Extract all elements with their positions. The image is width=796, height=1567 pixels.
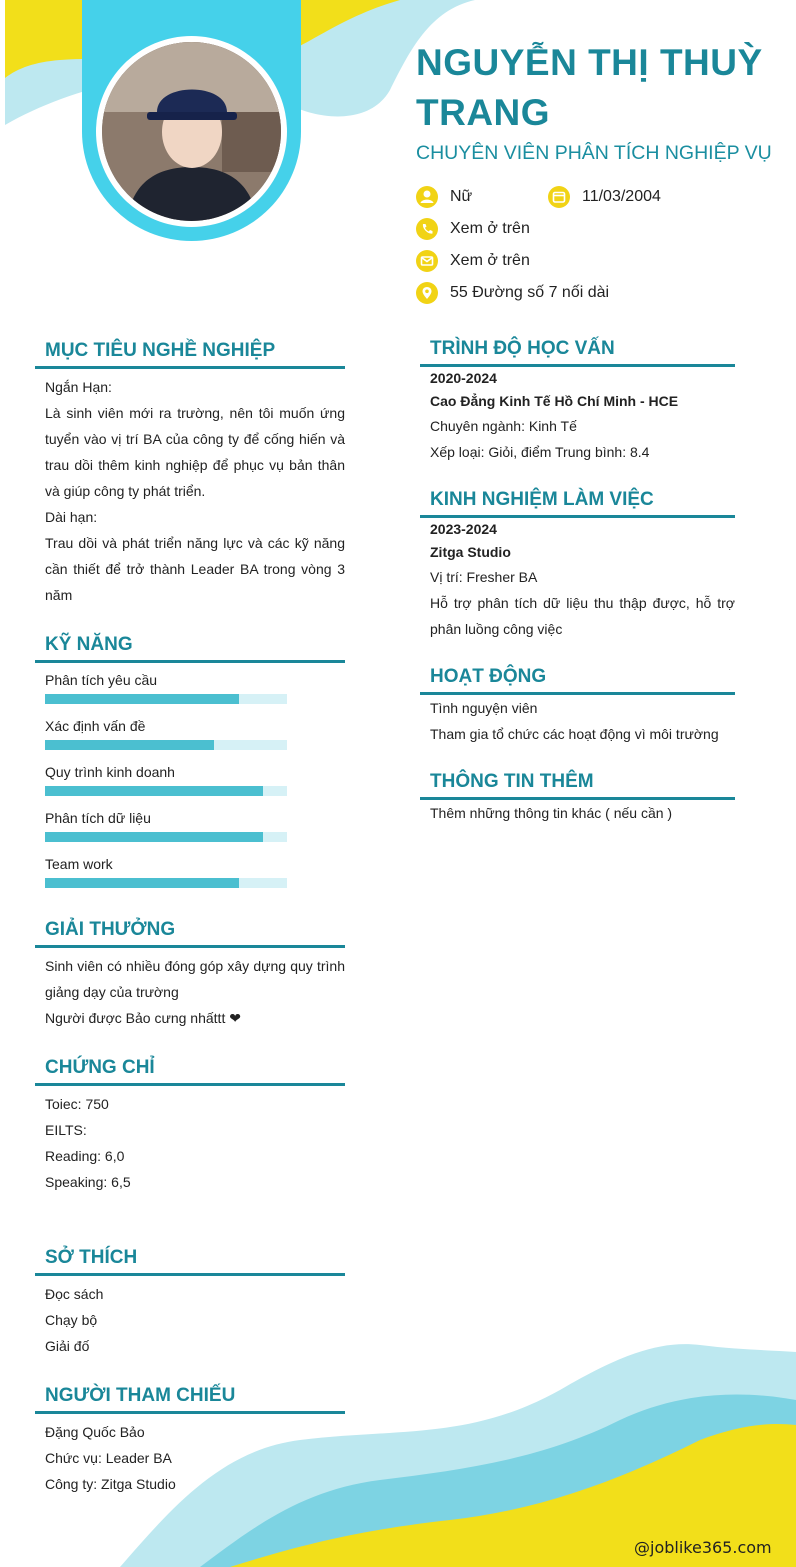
- reference-item: Công ty: Zitga Studio: [45, 1476, 176, 1492]
- skill-label: Phân tích yêu cầu: [45, 672, 158, 688]
- skills-divider: [35, 660, 345, 663]
- skill-bar-fill: [45, 878, 239, 888]
- skill-label: Quy trình kinh doanh: [45, 764, 175, 780]
- activity-item: Tham gia tổ chức các hoạt động vì môi trường: [430, 726, 719, 742]
- location-pin-icon: [416, 282, 438, 304]
- extra-info-text: Thêm những thông tin khác ( nếu cần ): [430, 805, 673, 821]
- user-icon: [416, 186, 438, 208]
- certificate-item: EILTS:: [45, 1122, 87, 1138]
- mail-icon: [416, 250, 438, 272]
- experience-company: Zitga Studio: [430, 544, 511, 560]
- hobby-item: Giải đố: [45, 1338, 90, 1354]
- skill-bar-track: [45, 740, 287, 750]
- job-title: CHUYÊN VIÊN PHÂN TÍCH NGHIỆP VỤ: [416, 142, 772, 164]
- address-value: 55 Đường số 7 nối dài: [450, 284, 610, 301]
- profile-photo: [102, 42, 281, 221]
- education-school: Cao Đẳng Kinh Tế Hồ Chí Minh - HCE: [430, 393, 679, 409]
- phone-row: [416, 218, 530, 240]
- skills-title: KỸ NĂNG: [45, 634, 133, 655]
- objective-short-text: Là sinh viên mới ra trường, nên tôi muốn ứng tuyển vào vị trí BA của công ty để cống hiến và trau dồi thêm kinh nghiệp để phục vụ bản thân và giúp công ty phát triển.: [45, 405, 345, 499]
- skill-bar-fill: [45, 832, 263, 842]
- phone-icon: [416, 218, 438, 240]
- phone-value: Xem ở trên: [450, 220, 530, 237]
- hobby-item: Đọc sách: [45, 1286, 104, 1302]
- certificates-divider: [35, 1083, 345, 1086]
- objective-long-label: Dài hạn:: [45, 509, 98, 525]
- activity-item: Tình nguyện viên: [430, 700, 538, 716]
- awards-title: GIẢI THƯỞNG: [45, 919, 176, 940]
- gender-value: Nữ: [450, 188, 473, 205]
- calendar-icon: [548, 186, 570, 208]
- skill-label: Team work: [45, 856, 113, 872]
- certificate-item: Reading: 6,0: [45, 1148, 125, 1164]
- education-period: 2020-2024: [430, 370, 497, 386]
- hobbies-title: SỞ THÍCH: [45, 1247, 138, 1268]
- extra-info-title: THÔNG TIN THÊM: [430, 771, 594, 792]
- references-title: NGƯỜI THAM CHIẾU: [45, 1385, 236, 1406]
- certificate-item: Speaking: 6,5: [45, 1174, 131, 1190]
- education-title: TRÌNH ĐỘ HỌC VẤN: [430, 338, 615, 359]
- experience-position: Vị trí: Fresher BA: [430, 569, 538, 585]
- award-item-1: Sinh viên có nhiều đóng góp xây dựng quy trình giảng dạy của trường: [45, 958, 345, 1000]
- references-divider: [35, 1411, 345, 1414]
- skill-bar-track: [45, 786, 287, 796]
- activities-title: HOẠT ĐỘNG: [430, 666, 547, 687]
- objective-long-text: Trau dồi và phát triển năng lực và các kỹ năng cần thiết để trở thành Leader BA trong vòng 3 năm: [45, 535, 345, 603]
- certificate-item: Toiec: 750: [45, 1096, 109, 1112]
- reference-item: Đặng Quốc Bảo: [45, 1424, 145, 1440]
- objective-title: MỤC TIÊU NGHỀ NGHIỆP: [45, 340, 276, 361]
- skill-label: Xác định vấn đề: [45, 718, 146, 734]
- experience-title: KINH NGHIỆM LÀM VIỆC: [430, 489, 654, 510]
- experience-period: 2023-2024: [430, 521, 497, 537]
- skill-bar-track: [45, 694, 287, 704]
- awards-divider: [35, 945, 345, 948]
- birthday-row: [548, 186, 661, 208]
- candidate-name: NGUYỄN THỊ THUỲ TRANG: [416, 42, 763, 133]
- objective-short-label: Ngắn Hạn:: [45, 379, 112, 395]
- certificates-title: CHỨNG CHỈ: [45, 1057, 155, 1078]
- award-item-2: Người được Bảo cưng nhấttt ❤: [45, 1010, 241, 1026]
- skill-bar-track: [45, 878, 287, 888]
- skill-label: Phân tích dữ liệu: [45, 810, 151, 826]
- experience-description: Hỗ trợ phân tích dữ liệu thu thập được, hỗ trợ phân luồng công việc: [430, 595, 735, 637]
- reference-item: Chức vụ: Leader BA: [45, 1450, 172, 1466]
- address-row: [416, 282, 609, 304]
- objective-divider: [35, 366, 345, 369]
- watermark: @joblike365.com: [634, 1538, 772, 1557]
- hobbies-divider: [35, 1273, 345, 1276]
- gender-row: [416, 186, 472, 208]
- skill-bar-fill: [45, 694, 239, 704]
- skill-bar-track: [45, 832, 287, 842]
- skill-bar-fill: [45, 786, 263, 796]
- education-grade: Xếp loại: Giỏi, điểm Trung bình: 8.4: [430, 444, 650, 460]
- education-major: Chuyên ngành: Kinh Tế: [430, 418, 577, 434]
- email-row: [416, 250, 530, 272]
- email-value: Xem ở trên: [450, 252, 530, 269]
- birthday-value: 11/03/2004: [582, 188, 661, 205]
- hobby-item: Chạy bộ: [45, 1312, 98, 1328]
- skill-bar-fill: [45, 740, 214, 750]
